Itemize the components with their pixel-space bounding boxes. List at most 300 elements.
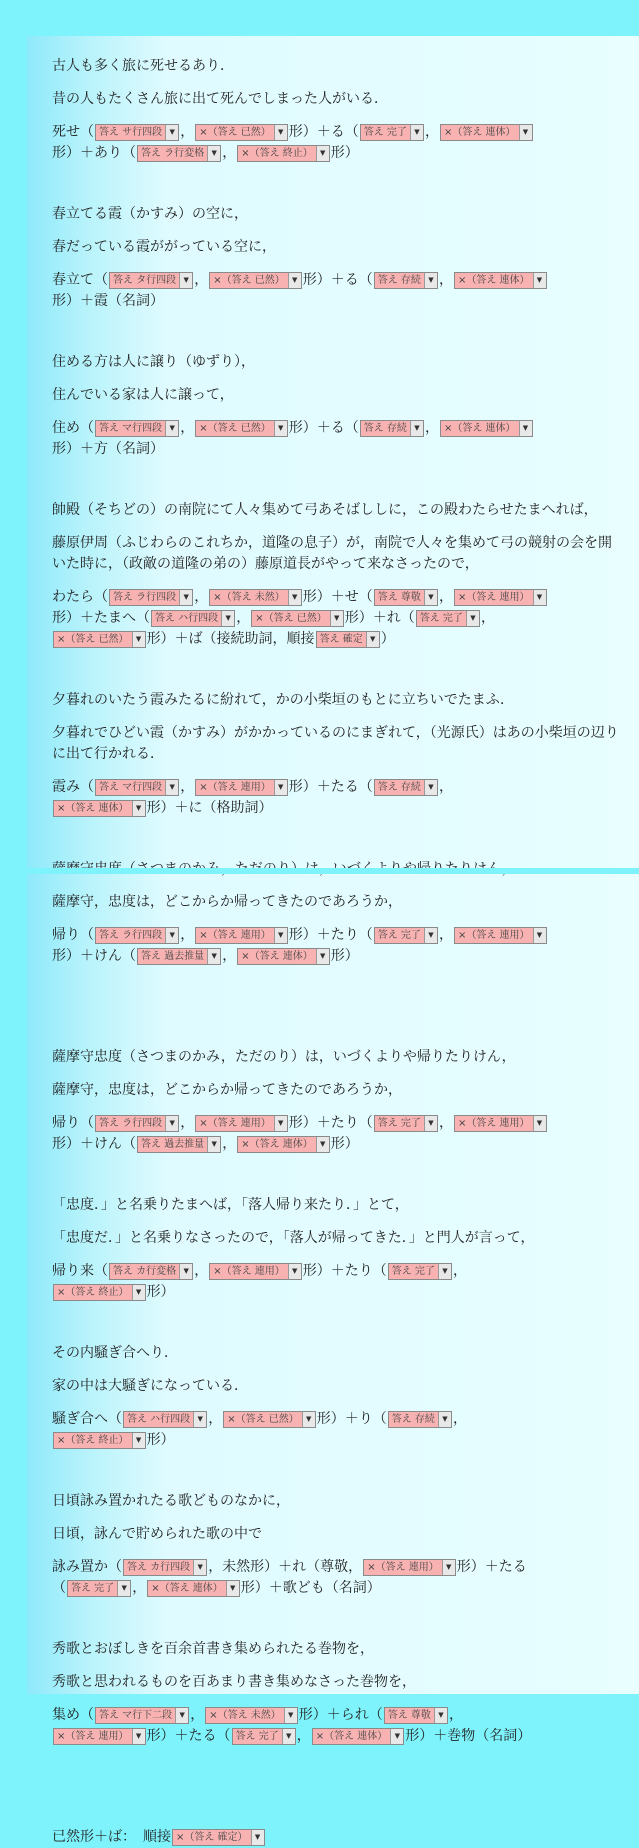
answer-select[interactable] [237, 145, 330, 162]
answer-select[interactable] [195, 420, 288, 437]
answer-select[interactable] [123, 1559, 207, 1576]
answer-select-value: 答え ラ行四段 [113, 591, 177, 603]
section-gap [52, 1451, 622, 1491]
answer-select[interactable] [205, 1707, 298, 1724]
chevron-down-icon[interactable]: ▼ [316, 949, 329, 964]
answer-select-value: 答え ラ行変格 [141, 147, 205, 159]
section-gap [52, 1303, 622, 1343]
kobun-text: 古人も多く旅に死せるあり． [52, 58, 234, 74]
chevron-down-icon[interactable]: ▼ [274, 780, 287, 795]
chevron-down-icon[interactable]: ▼ [175, 1708, 188, 1723]
chevron-down-icon[interactable]: ▼ [226, 1581, 239, 1596]
analysis-text: ， [222, 948, 237, 964]
answer-select-value: 答え タ行四段 [113, 274, 177, 286]
answer-select-value: ×（答え 連用） [199, 929, 271, 941]
analysis-text: （ [52, 1580, 66, 1596]
answer-select-value: ×（答え 連用） [213, 1265, 285, 1277]
analysis-text: 住め（ [52, 420, 94, 436]
answer-select-value: ×（答え 已然） [199, 422, 271, 434]
answer-select[interactable] [209, 272, 302, 289]
analysis-text: ， [236, 610, 251, 626]
answer-select-value: 答え 存続 [377, 781, 421, 793]
chevron-down-icon[interactable]: ▼ [366, 632, 379, 647]
chevron-down-icon[interactable]: ▼ [533, 273, 546, 288]
answer-select-value: ×（答え 連体） [457, 274, 530, 286]
answer-select-value: ×（答え 連体） [241, 1138, 313, 1150]
exercise-section [52, 1195, 622, 1303]
chevron-down-icon[interactable]: ▼ [424, 273, 437, 288]
answer-select[interactable] [209, 1263, 302, 1280]
analysis-line [52, 587, 622, 650]
analysis-text: 形） [146, 1432, 175, 1448]
answer-select[interactable] [360, 420, 424, 437]
translation-text: 日頃，詠んで貯められた歌の中で [52, 1526, 262, 1542]
section-gap [52, 650, 622, 690]
section-gap [52, 1747, 622, 1827]
analysis-text: ， [132, 1580, 147, 1596]
analysis-text: ， [448, 1707, 463, 1723]
chevron-down-icon[interactable]: ▼ [221, 611, 234, 626]
answer-select-value: ×（答え 已然） [57, 633, 129, 645]
analysis-line [52, 1705, 622, 1747]
analysis-text: 春立て（ [52, 272, 108, 288]
analysis-text: ， [194, 589, 209, 605]
answer-select[interactable] [53, 800, 146, 817]
analysis-text: ， [480, 610, 495, 626]
exercise-section [52, 204, 622, 312]
answer-select[interactable] [172, 1829, 265, 1846]
analysis-text: 霞み（ [52, 779, 94, 795]
answer-select[interactable] [95, 927, 179, 944]
analysis-text: 形）＋たり（ [288, 927, 373, 943]
chevron-down-icon[interactable]: ▼ [132, 1729, 145, 1744]
answer-select-value: ×（答え 未然） [213, 591, 285, 603]
chevron-down-icon[interactable]: ▼ [533, 928, 546, 943]
analysis-text: 形）＋せ（ [302, 589, 373, 605]
exercise-content [52, 56, 622, 1848]
analysis-text: 形）＋たる（ [146, 1728, 231, 1744]
chevron-down-icon[interactable]: ▼ [410, 125, 423, 140]
answer-select-value: ×（答え 連用） [57, 1730, 129, 1742]
chevron-down-icon[interactable]: ▼ [132, 1285, 145, 1300]
analysis-text: 帰り来（ [52, 1263, 108, 1279]
answer-select-value: 答え ハ行四段 [127, 1413, 191, 1425]
chevron-down-icon[interactable]: ▼ [165, 1116, 178, 1131]
answer-select[interactable] [374, 779, 438, 796]
chevron-down-icon[interactable]: ▼ [434, 1708, 447, 1723]
answer-select[interactable] [95, 124, 179, 141]
answer-select[interactable] [195, 927, 288, 944]
answer-select[interactable] [195, 779, 288, 796]
answer-select-value: ×（答え 終止） [57, 1286, 129, 1298]
answer-select[interactable] [251, 610, 344, 627]
answer-select-value: 答え ラ行四段 [99, 929, 163, 941]
kobun-text: 帥殿（そちどの）の南院にて人々集めて弓あそばししに，この殿わたらせたまへれば， [52, 502, 598, 518]
analysis-text: わたら（ [52, 589, 108, 605]
chevron-down-icon[interactable]: ▼ [424, 780, 437, 795]
answer-select[interactable] [237, 1136, 330, 1153]
analysis-line [52, 122, 622, 164]
answer-select[interactable] [360, 124, 424, 141]
chevron-down-icon[interactable]: ▼ [274, 1116, 287, 1131]
analysis-text: 形）＋たる（ [288, 779, 373, 795]
answer-select[interactable] [137, 948, 221, 965]
analysis-text: ， [452, 1263, 467, 1279]
analysis-text: ， [180, 420, 195, 436]
chevron-down-icon[interactable]: ▼ [207, 949, 220, 964]
analysis-text: ， [190, 1707, 205, 1723]
answer-select[interactable] [53, 631, 146, 648]
analysis-text: ， [208, 1411, 223, 1427]
analysis-text: 形）＋る（ [288, 420, 359, 436]
answer-select-value: ×（答え 連体） [315, 1730, 388, 1742]
translation-text: 住んでいる家は人に譲って， [52, 387, 234, 403]
chevron-down-icon[interactable]: ▼ [132, 1433, 145, 1448]
chevron-down-icon[interactable]: ▼ [207, 1137, 220, 1152]
analysis-text: 形） [330, 145, 359, 161]
answer-select-value: ×（答え 確定） [176, 1831, 248, 1843]
analysis-text: ） [380, 631, 395, 647]
chevron-down-icon[interactable]: ▼ [288, 590, 301, 605]
chevron-down-icon[interactable]: ▼ [330, 611, 343, 626]
answer-select[interactable] [53, 1728, 146, 1745]
analysis-line [52, 777, 622, 819]
analysis-text: 騒ぎ合へ（ [52, 1411, 122, 1427]
analysis-text: ， [296, 1728, 311, 1744]
analysis-text: ， [180, 927, 195, 943]
section-gap [52, 967, 622, 1047]
section-gap [52, 819, 622, 859]
chevron-down-icon[interactable]: ▼ [533, 1116, 546, 1131]
analysis-line [52, 1409, 622, 1451]
analysis-text: 集め（ [52, 1707, 94, 1723]
chevron-down-icon[interactable]: ▼ [179, 590, 192, 605]
chevron-down-icon[interactable]: ▼ [274, 928, 287, 943]
analysis-text: 形）＋られ（ [298, 1707, 383, 1723]
analysis-text: 形）＋たまへ（ [52, 610, 150, 626]
chevron-down-icon[interactable]: ▼ [274, 421, 287, 436]
answer-select[interactable] [316, 631, 380, 648]
chevron-down-icon[interactable]: ▼ [288, 1264, 301, 1279]
analysis-text: 形）＋霞（名詞） [52, 293, 164, 309]
chevron-down-icon[interactable]: ▼ [165, 125, 178, 140]
translation-text: 昔の人もたくさん旅に出て死んでしまった人がいる． [52, 91, 388, 107]
translation-text: 家の中は大騒ぎになっている． [52, 1378, 248, 1394]
analysis-text: 形）＋あり（ [52, 145, 136, 161]
answer-select-value: 答え 確定 [319, 633, 363, 645]
answer-select[interactable] [53, 1284, 146, 1301]
answer-select[interactable] [388, 1263, 452, 1280]
answer-select-value: 答え 過去推量 [141, 950, 205, 962]
section-gap [52, 164, 622, 204]
analysis-text: 形）＋けん（ [52, 948, 136, 964]
chevron-down-icon[interactable]: ▼ [442, 1560, 455, 1575]
answer-select[interactable] [312, 1728, 405, 1745]
chevron-down-icon[interactable]: ▼ [282, 1729, 295, 1744]
answer-select[interactable] [109, 1263, 193, 1280]
exercise-section [52, 352, 622, 460]
analysis-text: ， [194, 1263, 209, 1279]
answer-select[interactable] [95, 1115, 179, 1132]
exercise-section [52, 859, 622, 967]
answer-select-value: ×（答え 連用） [457, 1117, 530, 1129]
section-gap [52, 460, 622, 500]
answer-select-value: 答え ハ行四段 [155, 612, 219, 624]
exercise-section [52, 500, 622, 650]
analysis-text: 詠み置か（ [52, 1559, 122, 1575]
kobun-text: 住める方は人に譲り（ゆずり）， [52, 354, 255, 370]
section-gap [52, 312, 622, 352]
answer-select-value: 答え 過去推量 [141, 1138, 205, 1150]
chevron-down-icon[interactable]: ▼ [165, 928, 178, 943]
exercise-section [52, 690, 622, 819]
chevron-down-icon[interactable]: ▼ [165, 780, 178, 795]
chevron-down-icon[interactable]: ▼ [251, 1830, 264, 1845]
analysis-text: 形）＋方（名詞） [52, 441, 164, 457]
analysis-text: 帰り（ [52, 927, 94, 943]
answer-select[interactable] [454, 1115, 547, 1132]
answer-select[interactable] [137, 145, 221, 162]
answer-select-value: ×（答え 連用） [457, 929, 530, 941]
panel-divider [27, 868, 639, 874]
chevron-down-icon[interactable]: ▼ [274, 125, 287, 140]
chevron-down-icon[interactable]: ▼ [179, 273, 192, 288]
answer-select[interactable] [232, 1728, 296, 1745]
answer-select-value: ×（答え 已然） [227, 1413, 299, 1425]
analysis-line [52, 1557, 622, 1599]
answer-select-value: 答え 尊敬 [387, 1709, 431, 1721]
analysis-text: ， [438, 779, 453, 795]
chevron-down-icon[interactable]: ▼ [519, 421, 532, 436]
chevron-down-icon[interactable]: ▼ [410, 421, 423, 436]
chevron-down-icon[interactable]: ▼ [390, 1729, 403, 1744]
answer-select-value: ×（答え 連用） [457, 591, 530, 603]
analysis-text: 形）＋歌ども（名詞） [240, 1580, 381, 1596]
answer-select-value: 答え 完了 [419, 612, 463, 624]
exercise-section [52, 56, 622, 164]
analysis-text: 形）＋ば（接続助詞，順接 [146, 631, 315, 647]
analysis-text: ， [424, 124, 439, 140]
analysis-text: ， [424, 420, 439, 436]
answer-select[interactable] [454, 589, 547, 606]
answer-select[interactable] [195, 124, 288, 141]
kobun-text: 薩摩守忠度（さつまのかみ，ただのり）は，いづくよりや帰りたりけん， [52, 1049, 516, 1065]
answer-select-value: ×（答え 連体） [443, 126, 516, 138]
analysis-text: ， [438, 272, 453, 288]
analysis-text: 形）＋たる [456, 1559, 527, 1575]
kobun-text: 夕暮れのいたう霞みたるに紛れて，かの小柴垣のもとに立ちいでたまふ． [52, 692, 514, 708]
chevron-down-icon[interactable]: ▼ [193, 1560, 206, 1575]
answer-select-value: 答え 完了 [391, 1265, 435, 1277]
analysis-text: 已然形＋ば： 順接 [52, 1829, 171, 1845]
answer-select[interactable] [363, 1559, 456, 1576]
answer-select[interactable] [195, 1115, 288, 1132]
answer-select-value: ×（答え 連体） [57, 802, 129, 814]
analysis-text: 形） [330, 948, 359, 964]
answer-select-value: 答え 完了 [377, 1117, 421, 1129]
analysis-line [52, 418, 622, 460]
answer-select[interactable] [374, 272, 438, 289]
translation-text: 「忠度だ．」と名乗りなさったので，「落人が帰ってきた．」と門人が言って， [52, 1230, 535, 1246]
kobun-text: 秀歌とおぼしきを百余首書き集められたる巻物を， [52, 1641, 374, 1657]
analysis-text: ， [180, 1115, 195, 1131]
kobun-text: 春立てる霞（かすみ）の空に， [52, 206, 248, 222]
translation-text: 薩摩守，忠度は，どこからか帰ってきたのであろうか， [52, 1082, 402, 1098]
answer-select[interactable] [67, 1580, 131, 1597]
analysis-text: ， [222, 1136, 237, 1152]
analysis-line [52, 270, 622, 312]
chevron-down-icon[interactable]: ▼ [466, 611, 479, 626]
answer-select[interactable] [374, 1115, 438, 1132]
analysis-text: 形）＋る（ [302, 272, 373, 288]
chevron-down-icon[interactable]: ▼ [165, 421, 178, 436]
analysis-text: 形）＋れ（ [344, 610, 415, 626]
chevron-down-icon[interactable]: ▼ [284, 1708, 297, 1723]
answer-select-value: ×（答え 終止） [241, 147, 313, 159]
chevron-down-icon[interactable]: ▼ [207, 146, 220, 161]
translation-text: 藤原伊周（ふじわらのこれちか，道隆の息子）が，南院で人々を集めて弓の競射の会を開いた時に，（政敵の道隆の弟の）藤原道長がやって来なさったので， [52, 535, 612, 572]
answer-select[interactable] [388, 1411, 452, 1428]
answer-select-value: 答え 完了 [377, 929, 421, 941]
answer-select-value: 答え カ行変格 [113, 1265, 177, 1277]
answer-select[interactable] [209, 589, 302, 606]
analysis-line [52, 925, 622, 967]
analysis-line [52, 1113, 622, 1155]
answer-select-value: ×（答え 已然） [213, 274, 285, 286]
answer-select-value: ×（答え 已然） [199, 126, 271, 138]
chevron-down-icon[interactable]: ▼ [533, 590, 546, 605]
answer-select-value: 答え カ行四段 [127, 1561, 191, 1573]
translation-text: 春だっている霞ががっている空に， [52, 239, 276, 255]
translation-text: 薩摩守，忠度は，どこからか帰ってきたのであろうか， [52, 894, 402, 910]
answer-select[interactable] [109, 589, 193, 606]
kobun-text: 「忠度．」と名乗りたまへば，「落人帰り来たり．」とて， [52, 1197, 409, 1213]
answer-select-value: 答え 存続 [363, 422, 407, 434]
answer-select[interactable] [454, 272, 547, 289]
chevron-down-icon[interactable]: ▼ [132, 801, 145, 816]
chevron-down-icon[interactable]: ▼ [117, 1581, 130, 1596]
answer-select-value: ×（答え 連体） [151, 1582, 223, 1594]
answer-select[interactable] [53, 1432, 146, 1449]
answer-select[interactable] [237, 948, 330, 965]
chevron-down-icon[interactable]: ▼ [193, 1412, 206, 1427]
answer-select[interactable] [374, 927, 438, 944]
answer-select-value: ×（答え 連体） [241, 950, 313, 962]
analysis-text: ， [222, 145, 237, 161]
answer-select-value: ×（答え 連用） [199, 781, 271, 793]
answer-select[interactable] [137, 1136, 221, 1153]
content-panel [27, 36, 639, 1845]
analysis-text: ， [180, 779, 195, 795]
analysis-text: ，未然形）＋れ（尊敬， [208, 1559, 363, 1575]
analysis-text: 形）＋る（ [288, 124, 359, 140]
answer-select-value: ×（答え 終止） [57, 1434, 129, 1446]
translation-text: 夕暮れでひどい霞（かすみ）がかかっているのにまぎれて，（光源氏）はあの小柴垣の辺りに出て行かれる． [52, 725, 619, 762]
answer-select-value: 答え サ行四段 [99, 126, 163, 138]
answer-select[interactable] [440, 420, 533, 437]
analysis-text: ， [438, 589, 453, 605]
answer-select-value: ×（答え 連用） [199, 1117, 271, 1129]
analysis-text: 形）＋けん（ [52, 1136, 136, 1152]
chevron-down-icon[interactable]: ▼ [438, 1264, 451, 1279]
exercise-section [52, 1047, 622, 1155]
answer-select[interactable] [223, 1411, 316, 1428]
analysis-text: 帰り（ [52, 1115, 94, 1131]
analysis-text: ， [438, 1115, 453, 1131]
analysis-text: ， [452, 1411, 467, 1427]
answer-select[interactable] [95, 1707, 189, 1724]
answer-select[interactable] [416, 610, 480, 627]
analysis-text: 形）＋たり（ [288, 1115, 373, 1131]
chevron-down-icon[interactable]: ▼ [316, 1137, 329, 1152]
answer-select-value: 答え 完了 [363, 126, 407, 138]
answer-select-value: 答え マ行四段 [99, 781, 163, 793]
kobun-text: その内騒ぎ合へり． [52, 1345, 178, 1361]
chevron-down-icon[interactable]: ▼ [179, 1264, 192, 1279]
answer-select[interactable] [95, 779, 179, 796]
analysis-text: 死せ（ [52, 124, 94, 140]
chevron-down-icon[interactable]: ▼ [302, 1412, 315, 1427]
answer-select[interactable] [95, 420, 179, 437]
chevron-down-icon[interactable]: ▼ [424, 1116, 437, 1131]
answer-select-value: ×（答え 已然） [255, 612, 327, 624]
answer-select-value: ×（答え 連体） [443, 422, 516, 434]
answer-select-value: 答え マ行下二段 [99, 1709, 173, 1721]
answer-select-value: 答え 完了 [235, 1730, 279, 1742]
answer-select[interactable] [454, 927, 547, 944]
analysis-line [52, 1261, 622, 1303]
chevron-down-icon[interactable]: ▼ [438, 1412, 451, 1427]
answer-select[interactable] [109, 272, 193, 289]
analysis-text: 形） [146, 1284, 175, 1300]
answer-select[interactable] [384, 1707, 448, 1724]
answer-select[interactable] [123, 1411, 207, 1428]
footer-line [52, 1827, 622, 1848]
chevron-down-icon[interactable]: ▼ [424, 590, 437, 605]
chevron-down-icon[interactable]: ▼ [519, 125, 532, 140]
answer-select-value: 答え 完了 [71, 1582, 115, 1594]
section-gap [52, 1155, 622, 1195]
analysis-text: ， [438, 927, 453, 943]
section-gap [52, 1599, 622, 1639]
answer-select-value: ×（答え 未然） [209, 1709, 281, 1721]
analysis-text: 形）＋に（格助詞） [146, 800, 273, 816]
answer-select[interactable] [374, 589, 438, 606]
chevron-down-icon[interactable]: ▼ [316, 146, 329, 161]
answer-select[interactable] [440, 124, 533, 141]
chevron-down-icon[interactable]: ▼ [288, 273, 301, 288]
answer-select-value: 答え マ行四段 [99, 422, 163, 434]
kobun-text: 日頃詠み置かれたる歌どものなかに， [52, 1493, 290, 1509]
chevron-down-icon[interactable]: ▼ [424, 928, 437, 943]
answer-select-value: 答え ラ行四段 [99, 1117, 163, 1129]
exercise-section [52, 1343, 622, 1451]
answer-select[interactable] [151, 610, 235, 627]
answer-select[interactable] [147, 1580, 240, 1597]
analysis-text: 形）＋巻物（名詞） [405, 1728, 532, 1744]
answer-select-value: 答え 存続 [391, 1413, 435, 1425]
analysis-text: 形） [330, 1136, 359, 1152]
analysis-text: 形）＋り（ [316, 1411, 387, 1427]
analysis-text: ， [194, 272, 209, 288]
answer-select-value: 答え 存続 [377, 274, 421, 286]
answer-select-value: 答え 尊敬 [377, 591, 421, 603]
answer-select-value: ×（答え 連用） [367, 1561, 439, 1573]
analysis-text: 形）＋たり（ [302, 1263, 387, 1279]
translation-text: 秀歌と思われるものを百あまり書き集めなさった巻物を， [52, 1674, 416, 1690]
chevron-down-icon[interactable]: ▼ [132, 632, 145, 647]
analysis-text: ， [180, 124, 195, 140]
